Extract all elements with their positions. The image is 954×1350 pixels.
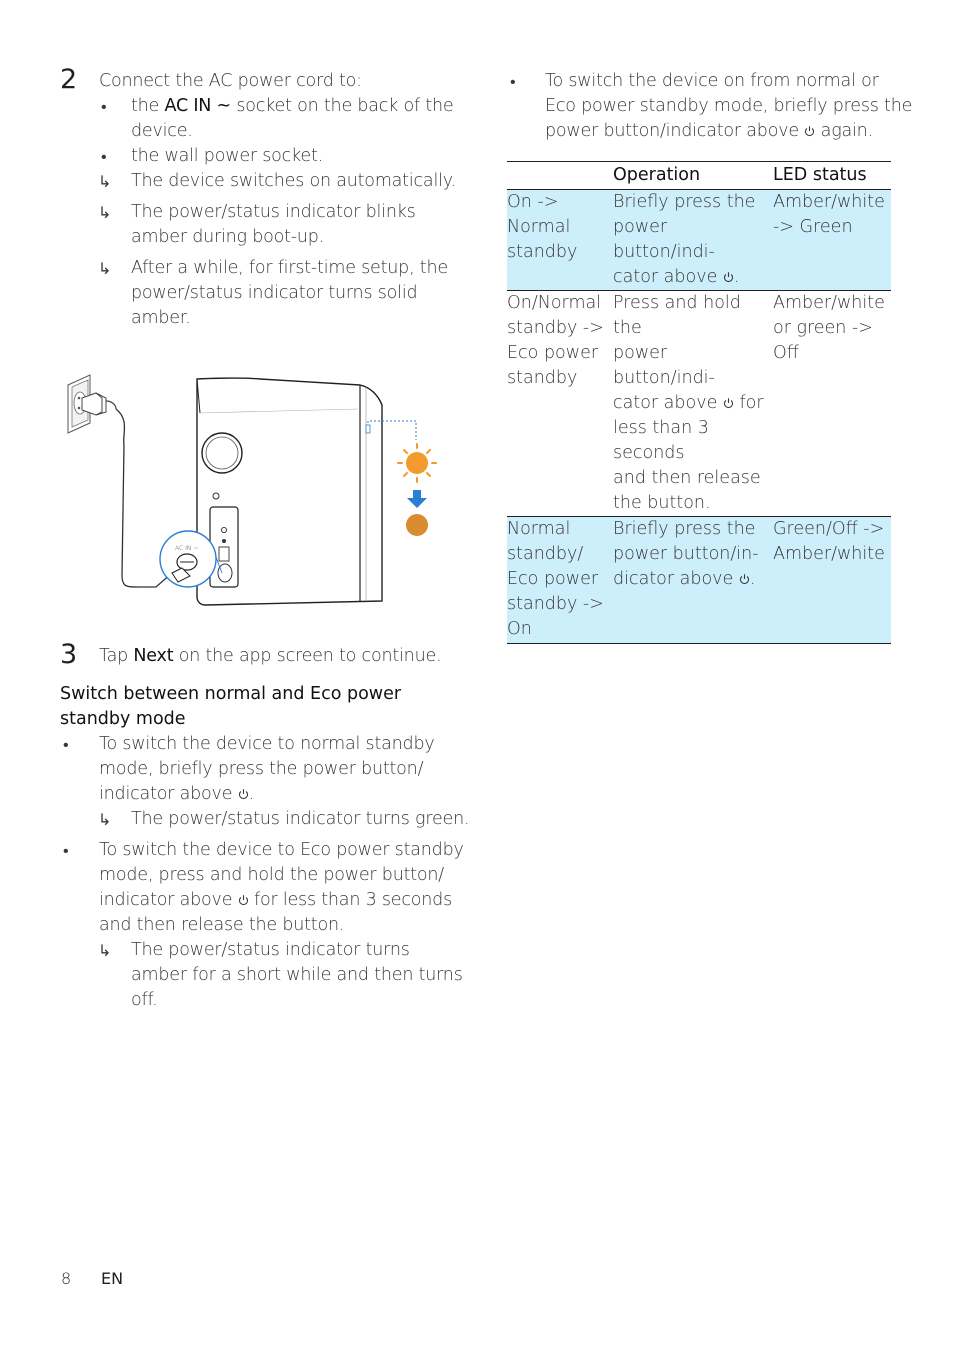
down-arrow-icon bbox=[407, 490, 427, 508]
step-3-pre: Tap bbox=[99, 646, 134, 666]
cell-text: and then release bbox=[613, 468, 761, 488]
cell-text: Press and hold the bbox=[613, 293, 741, 338]
cell-text: standby bbox=[507, 242, 578, 262]
right-bullet-line3 bbox=[545, 119, 873, 144]
table-header-row bbox=[507, 162, 891, 190]
result-2-line2: amber during boot-up. bbox=[131, 227, 325, 247]
cell-text-with-icon: cator above . bbox=[613, 267, 740, 287]
item1-line3-text: indicator above bbox=[99, 784, 233, 804]
page-number: 8 bbox=[61, 1269, 72, 1288]
bullet-wall-socket: the wall power socket. bbox=[131, 146, 324, 166]
bullet-ac-in-post: socket on the back of the bbox=[231, 96, 454, 116]
result-1: The device switches on automatically. bbox=[131, 171, 456, 191]
step-2-intro: Connect the AC power cord to: bbox=[99, 71, 362, 91]
blinking-amber-led-icon bbox=[398, 444, 436, 482]
right-bullet-line3-text: power button/indicator above bbox=[545, 121, 799, 141]
cell-text: or green -> bbox=[773, 318, 873, 338]
right-bullet-line1: To switch the device on from normal or bbox=[545, 71, 879, 91]
ac-in-label: AC IN ~ bbox=[164, 96, 232, 116]
standby-mode-table bbox=[507, 161, 891, 644]
item2-line3-post: for less than 3 seconds bbox=[248, 890, 453, 910]
table-row bbox=[507, 291, 891, 517]
item2-result-line1: The power/status indicator turns bbox=[131, 940, 410, 960]
cell-text: standby/ bbox=[507, 544, 584, 564]
cell-text: Eco power bbox=[507, 343, 599, 363]
power-icon bbox=[723, 397, 734, 409]
cell-text: Briefly press the bbox=[613, 192, 756, 212]
result-3-line1: After a while, for first-time setup, the bbox=[131, 258, 448, 278]
cell-text-with-icon: dicator above . bbox=[613, 569, 756, 589]
bullet-ac-in-pre: the bbox=[131, 96, 165, 116]
cell-text: less than 3 seconds bbox=[613, 418, 709, 463]
speaker-device bbox=[197, 378, 382, 605]
solid-amber-led-icon bbox=[406, 514, 428, 536]
step-number-3: 3 bbox=[60, 639, 78, 670]
table-row bbox=[507, 190, 891, 291]
step-number-2: 2 bbox=[60, 64, 78, 95]
cell-text: standby -> bbox=[507, 318, 604, 338]
item2-line1: To switch the device to Eco power standby bbox=[99, 840, 464, 860]
cell-text: cator above bbox=[613, 267, 718, 287]
section-heading-line2: standby mode bbox=[60, 709, 186, 729]
item2-result-line3: off. bbox=[131, 990, 158, 1010]
step-3-post: on the app screen to continue. bbox=[173, 646, 442, 666]
result-3-line3: amber. bbox=[131, 308, 191, 328]
cell-text: the button. bbox=[613, 493, 711, 513]
bullet-ac-in bbox=[131, 94, 453, 119]
right-bullet-line2: Eco power standby mode, briefly press the bbox=[545, 96, 913, 116]
item1-line3: indicator above . bbox=[99, 784, 255, 804]
result-arrow-icon: ↳ bbox=[98, 810, 112, 829]
power-icon bbox=[238, 788, 249, 800]
item2-line3-pre: indicator above bbox=[99, 890, 233, 910]
power-icon bbox=[238, 894, 249, 906]
language-code: EN bbox=[101, 1269, 124, 1288]
step-3-text bbox=[99, 644, 441, 669]
cell-text: -> Green bbox=[773, 217, 853, 237]
power-connection-illustration bbox=[60, 365, 450, 615]
table-header-operation: Operation bbox=[613, 165, 701, 185]
item2-line2: mode, press and hold the power button/ bbox=[99, 865, 445, 885]
power-icon bbox=[739, 573, 750, 585]
cell-text: Amber/white bbox=[773, 293, 885, 313]
cell-text: Briefly press the bbox=[613, 519, 756, 539]
cell-text: power button/in- bbox=[613, 544, 759, 564]
cell-text: Green/Off -> bbox=[773, 519, 885, 539]
result-3-line2: power/status indicator turns solid bbox=[131, 283, 418, 303]
svg-text:AC IN ~: AC IN ~ bbox=[175, 545, 199, 552]
bullet-dot: • bbox=[510, 72, 516, 91]
cell-text: On/Normal bbox=[507, 293, 602, 313]
cell-text: Normal bbox=[507, 519, 571, 539]
cell-text: Eco power bbox=[507, 569, 599, 589]
next-label: Next bbox=[133, 646, 174, 666]
cell-text: power button/indi- bbox=[613, 343, 715, 388]
cell-text: On bbox=[507, 619, 532, 639]
item2-line3 bbox=[99, 888, 452, 913]
item1-line2: mode, briefly press the power button/ bbox=[99, 759, 424, 779]
bullet-dot: • bbox=[63, 735, 69, 754]
bullet-ac-in-line2: device. bbox=[131, 121, 193, 141]
table-row bbox=[507, 517, 891, 644]
item2-line4: and then release the button. bbox=[99, 915, 345, 935]
table-header-led-status: LED status bbox=[773, 165, 867, 185]
item1-line1: To switch the device to normal standby bbox=[99, 734, 435, 754]
cell-text-with-icon bbox=[613, 391, 773, 416]
bullet-dot: • bbox=[101, 97, 107, 116]
cell-text: cator above bbox=[613, 393, 718, 413]
cell-text: Normal bbox=[507, 217, 571, 237]
result-arrow-icon: ↳ bbox=[98, 203, 112, 222]
result-arrow-icon: ↳ bbox=[98, 172, 112, 191]
result-arrow-icon: ↳ bbox=[98, 941, 112, 960]
table-header-empty bbox=[507, 162, 613, 190]
cell-text: Off bbox=[773, 343, 799, 363]
power-plug-icon bbox=[82, 393, 116, 415]
section-heading-line1: Switch between normal and Eco power bbox=[60, 684, 402, 704]
right-bullet-tail: again. bbox=[815, 121, 873, 141]
result-2-line1: The power/status indicator blinks bbox=[131, 202, 416, 222]
cell-text: for bbox=[733, 393, 764, 413]
bullet-dot: • bbox=[101, 147, 107, 166]
power-icon bbox=[723, 271, 734, 283]
cell-text: power button/indi- bbox=[613, 217, 715, 262]
cell-text: Amber/white bbox=[773, 544, 885, 564]
cell-text: standby bbox=[507, 368, 578, 388]
result-arrow-icon: ↳ bbox=[98, 259, 112, 278]
cell-text: dicator above bbox=[613, 569, 734, 589]
cell-text: standby -> bbox=[507, 594, 604, 614]
cell-text: Amber/white bbox=[773, 192, 885, 212]
power-icon bbox=[804, 125, 815, 137]
item1-result: The power/status indicator turns green. bbox=[131, 809, 470, 829]
item2-result-line2: amber for a short while and then turns bbox=[131, 965, 463, 985]
bullet-dot: • bbox=[63, 841, 69, 860]
cell-text: On -> bbox=[507, 192, 559, 212]
